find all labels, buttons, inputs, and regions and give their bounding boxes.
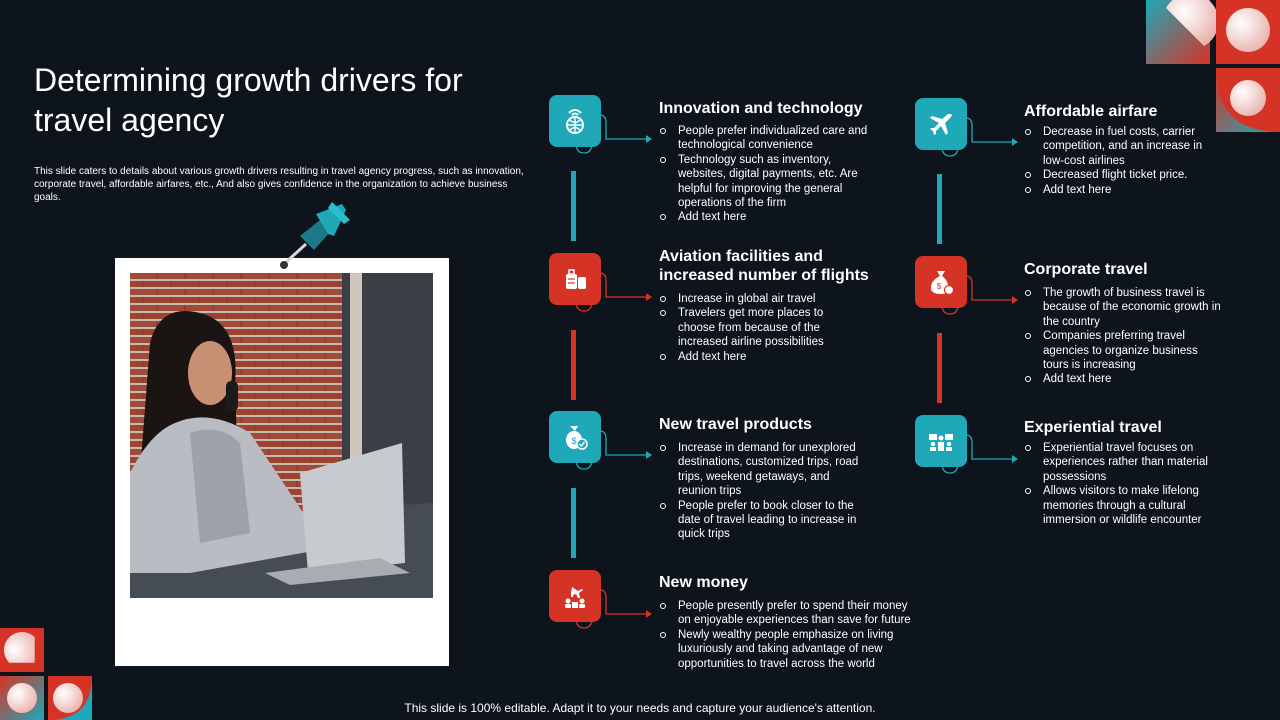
list-item: The growth of business travel is because of the economic growth in the country: [1024, 286, 1224, 329]
list-item: Decrease in fuel costs, carrier competition, and an increase in low-cost airlines: [1024, 125, 1224, 168]
list-item: People prefer individualized care and technological convenience: [659, 124, 869, 153]
driver-title: Corporate travel: [1024, 261, 1148, 278]
driver-bullets: [1024, 286, 1224, 387]
list-item: Companies preferring travel agencies to organize business tours is increasing: [1024, 329, 1224, 372]
list-item: Increase in global air travel: [659, 292, 859, 306]
list-item: Increase in demand for unexplored destinations, customized trips, road trips, weekend getaways, and reunion trips: [659, 441, 869, 499]
driver-title: Innovation and technology: [659, 100, 863, 117]
list-item: Add text here: [1024, 372, 1224, 386]
arrow-connector: [576, 429, 652, 475]
arrow-connector: [576, 588, 652, 634]
list-item: People prefer to book closer to the date of travel leading to increase in quick trips: [659, 499, 869, 542]
driver-bullets: [1024, 125, 1224, 197]
driver-bullets: [659, 292, 859, 364]
list-item: Add text here: [659, 210, 869, 224]
list-item: People presently prefer to spend their money on enjoyable experiences than save for future: [659, 599, 914, 628]
svg-text:$: $: [571, 436, 577, 446]
list-item: Add text here: [659, 350, 859, 364]
svg-text:$: $: [936, 282, 942, 291]
arrow-connector: [576, 271, 652, 317]
arrow-connector: [942, 116, 1018, 162]
driver-title: New money: [659, 574, 748, 591]
list-item: Technology such as inventory, websites, digital payments, etc. Are helpful for improving the general operations of the firm: [659, 153, 869, 211]
connector-line: [937, 174, 942, 244]
list-item: Experiential travel focuses on experiences rather than material possessions: [1024, 441, 1224, 484]
list-item: Decreased flight ticket price.: [1024, 168, 1224, 182]
woman-laptop-photo: [130, 273, 433, 598]
arrow-connector: [942, 433, 1018, 479]
driver-title: New travel products: [659, 416, 812, 433]
photo-frame: [115, 258, 449, 666]
push-pin-icon: [276, 200, 352, 272]
list-item: Allows visitors to make lifelong memories through a cultural immersion or wildlife encounter: [1024, 484, 1224, 527]
slide-title: Determining growth drivers for travel agency: [34, 62, 463, 138]
driver-bullets: [659, 441, 869, 542]
connector-line: [571, 488, 576, 558]
connector-line: [571, 330, 576, 400]
connector-line: [571, 171, 576, 241]
driver-bullets: [1024, 441, 1224, 527]
footer-note: This slide is 100% editable. Adapt it to your needs and capture your audience's attention.: [404, 701, 876, 715]
list-item: Travelers get more places to choose from because of the increased airline possibilities: [659, 306, 859, 349]
arrow-connector: [942, 274, 1018, 320]
list-item: Add text here: [1024, 183, 1224, 197]
driver-title: Affordable airfare: [1024, 103, 1158, 120]
driver-title: Aviation facilities and increased number of flights: [659, 248, 869, 284]
connector-line: [937, 333, 942, 403]
list-item: Newly wealthy people emphasize on living luxuriously and taking advantage of new opportunities to travel across the world: [659, 628, 914, 671]
driver-bullets: [659, 599, 914, 671]
arrow-connector: [576, 113, 652, 159]
driver-title: Experiential travel: [1024, 419, 1162, 436]
driver-bullets: [659, 124, 869, 225]
slide-subtitle: This slide caters to details about various growth drivers resulting in travel agency progress, such as innovation, corporate travel, affordable airfares, etc., And also gives confidence in the organization to achieve business goals.: [34, 166, 524, 203]
